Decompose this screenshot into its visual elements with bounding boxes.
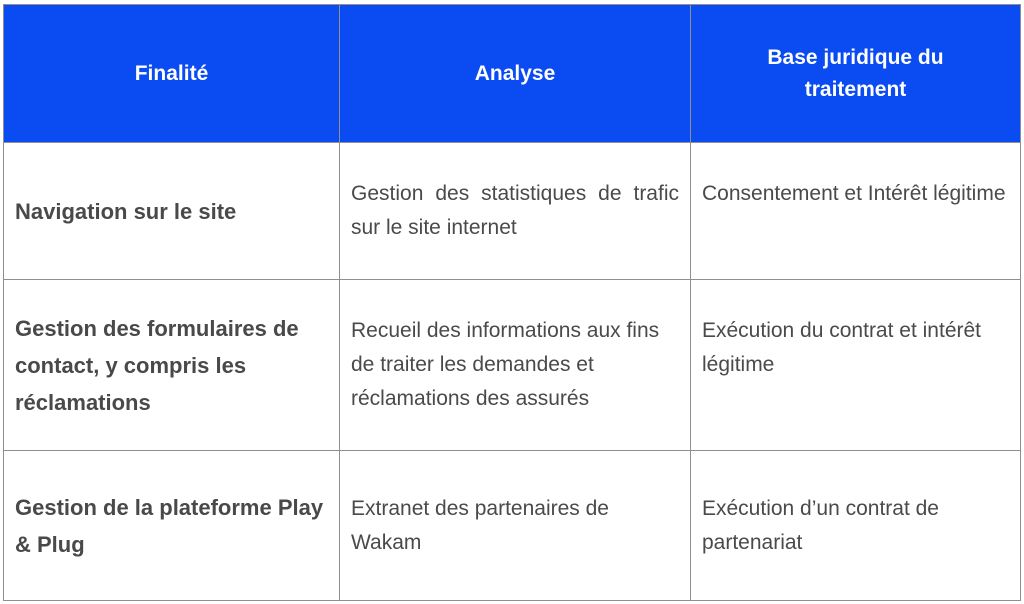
legal-basis-cell: Exécution du contrat et intérêt légitime: [691, 280, 1021, 451]
data-processing-table-wrapper: [3, 4, 1021, 601]
header-analyse: Analyse: [340, 5, 691, 143]
analysis-cell: Gestion des statistiques de trafic sur le site internet: [340, 143, 691, 280]
legal-basis-cell: Exécution d’un contrat de partenariat: [691, 451, 1021, 601]
analysis-cell: Extranet des partenaires de Wakam: [340, 451, 691, 601]
data-processing-table: [3, 4, 1021, 601]
table-row: [4, 451, 1021, 601]
purpose-cell: Gestion de la plateforme Play & Plug: [4, 451, 340, 601]
table-header: [4, 5, 1021, 143]
table-body: [4, 143, 1021, 601]
analysis-cell: Recueil des informations aux fins de traiter les demandes et réclamations des assurés: [340, 280, 691, 451]
legal-basis-cell: Consentement et Intérêt légitime: [691, 143, 1021, 280]
header-finalite: Finalité: [4, 5, 340, 143]
header-base-juridique: Base juridique du traitement: [691, 5, 1021, 143]
header-row: [4, 5, 1021, 143]
purpose-cell: Navigation sur le site: [4, 143, 340, 280]
table-row: [4, 143, 1021, 280]
table-row: [4, 280, 1021, 451]
purpose-cell: Gestion des formulaires de contact, y compris les réclamations: [4, 280, 340, 451]
